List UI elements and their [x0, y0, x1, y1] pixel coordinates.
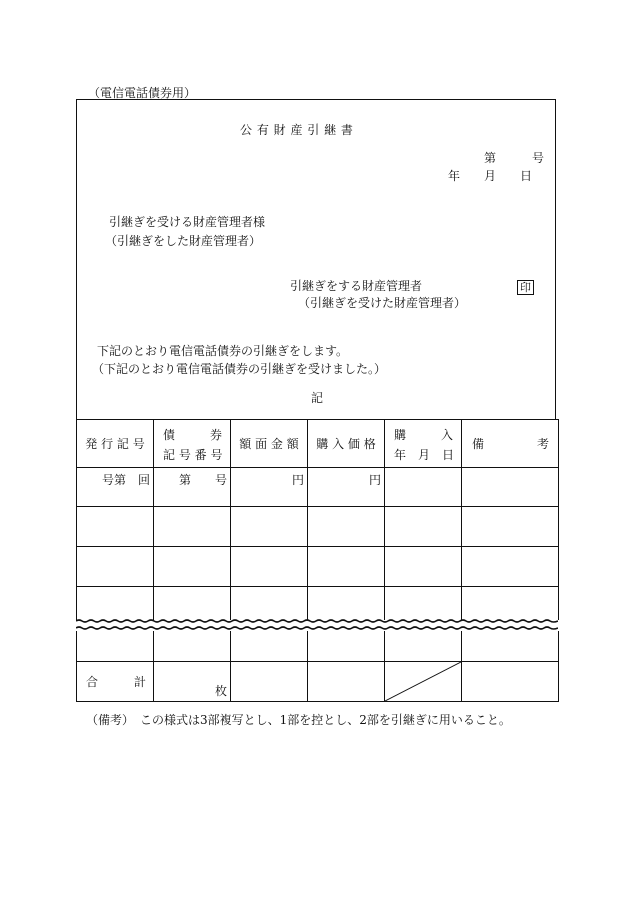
- footer-note: （備考） この様式は3部複写とし、1部を控とし、2部を引継ぎに用いること。: [86, 713, 511, 727]
- header-bond-top-left: 債: [163, 428, 176, 442]
- cell-purchase-date: [385, 468, 462, 507]
- document-title: 公 有 財 産 引 継 書: [240, 123, 354, 137]
- header-purchase-bottom: 年 月 日: [394, 448, 455, 462]
- table-row: [77, 507, 559, 547]
- total-table: [76, 631, 559, 702]
- sender-label: 引継ぎをする財産管理者: [290, 279, 423, 293]
- header-bond-top-right: 券: [209, 428, 222, 442]
- header-face-value: 額 面 金 額: [231, 420, 308, 468]
- table-row: [77, 631, 559, 661]
- total-count: 枚: [154, 661, 231, 701]
- cell-purchase-price: 円: [308, 468, 385, 507]
- header-bond-number: [154, 420, 231, 468]
- table-row: [77, 547, 559, 587]
- total-label-left: 合: [86, 674, 99, 689]
- total-label-right: 計: [133, 674, 146, 689]
- header-purchase-top-right: 入: [440, 428, 453, 442]
- cell-face-value: 円: [231, 468, 308, 507]
- total-row: [77, 661, 559, 701]
- ki-label: 記: [311, 391, 324, 405]
- break-line: [76, 619, 558, 631]
- header-remarks-right: 考: [536, 437, 549, 451]
- total-label: [77, 661, 154, 701]
- seal-text: 印: [517, 280, 534, 295]
- recipient-alt-label: （引継ぎをした財産管理者）: [105, 234, 262, 248]
- header-remarks-left: 備: [472, 437, 485, 451]
- form-category-label: （電信電話債券用）: [88, 86, 197, 100]
- table-row: [77, 587, 559, 620]
- table-header-row: [77, 420, 559, 468]
- total-purchase-date-na: [385, 661, 462, 701]
- document-number: 第 号: [484, 151, 545, 165]
- header-purchase-date: [385, 420, 462, 468]
- cell-issue-number: 号第 回: [77, 468, 154, 507]
- diagonal-strike: [385, 662, 461, 701]
- recipient-label: 引継ぎを受ける財産管理者様: [109, 215, 266, 229]
- seal-mark: [517, 278, 534, 295]
- bond-table: [76, 419, 559, 620]
- header-purchase-price: 購 入 価 格: [308, 420, 385, 468]
- table-row: [77, 468, 559, 507]
- header-bond-bottom: 記 号 番 号: [163, 448, 223, 462]
- document-date: 年 月 日: [448, 169, 533, 183]
- statement-alt-text: （下記のとおり電信電話債券の引継ぎを受けました。）: [92, 362, 387, 376]
- statement-text: 下記のとおり電信電話債券の引継ぎをします。: [97, 344, 349, 358]
- cell-bond-number: 第 号: [154, 468, 231, 507]
- header-remarks: [462, 420, 559, 468]
- header-issue-number: 発 行 記 号: [77, 420, 154, 468]
- cell-remarks: [462, 468, 559, 507]
- header-purchase-top-left: 購: [394, 428, 407, 442]
- sender-alt-label: （引継ぎを受けた財産管理者）: [298, 296, 467, 310]
